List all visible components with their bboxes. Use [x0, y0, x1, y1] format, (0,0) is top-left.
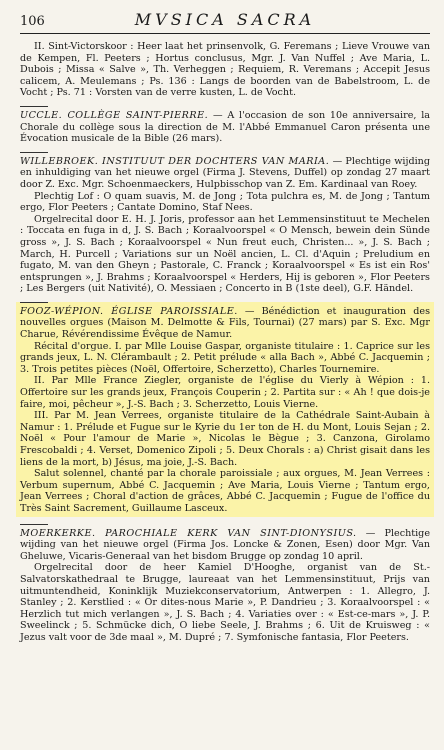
moerkerke-intro-text: — Plechtige wijding van het nieuwe orgel (Firma Jos. Loncke & Zonen, Esen) door Mgr. Van Gheluwe, Vicaris-Generaal van het bisdom Brugge op zondag 10 april. — [20, 527, 430, 562]
fooz-recital-1: Récital d'orgue. I. par Mlle Louise Gaspar, organiste titulaire : 1. Caprice sur les grands jeux, L. N. Clérambault ; 2. Petit prélude « alla Bach », Abbé C. Jacquemin ; 3. Trois petites pièces (Noël, Offertoire, Scherzetto), Charles Tournemire. — [20, 340, 430, 375]
section-divider — [20, 302, 48, 303]
uccle-heading: UCCLE. COLLÈGE SAINT-PIERRE. — [20, 109, 209, 121]
moerkerke-heading: MOERKERKE. PAROCHIALE KERK VAN SINT-DIONYSIUS. — [20, 527, 357, 539]
section-sint-victor — [20, 41, 430, 99]
moerkerke-intro — [20, 528, 430, 563]
fooz-recital-3: III. Par M. Jean Verrees, organiste titulaire de la Cathédrale Saint-Aubain à Namur : 1. Prélude et Fugue sur le Kyrie du 1er ton de H. du Mont, Louis Sejan ; 2. Noël « Pour l'amour de Marie », Nicolas le Bègue ; 3. Canzona, Girolamo Frescobaldi ; 4. Verset, Domenico Zipoli ; 5. Deux Chorals : a) Christ gisait dans les liens de la mort, b) Jésus, ma joie, J.-S. Bach. — [20, 410, 430, 468]
willebroek-recital: Orgelrecital door E. H. J. Joris, professor aan het Lemmensinstituut te Mechelen : Toccata en fuga in d, J. S. Bach ; Koraalvoorspel « O Mensch, bewein dein Sünde gross », J. S. Bach ; Koraalvoorspel « Nun freut euch, Christen... », J. S. Bach ; March, H. Purcell ; Variations sur un Noël ancien, L. Cl. d'Aquin ; Preludium en fugato, M. van den Gheyn ; Pastorale, C. Franck ; Koraalvoorspel « Es ist ein Ros' entsprungen », J. Brahms ; Koraalvoorspel « Herders, Hij is geboren », Flor Peeters ; Les Bergers (uit Nativité), O. Messiaen ; Concerto in B (1ste deel), G.F. Händel. — [20, 213, 430, 295]
uccle-text: — A l'occasion de son 10e anniversaire, la Chorale du collège sous la direction de M. l'Abbé Emmanuel Caron présenta une Évocation musicale de la Bible (26 mars). — [20, 109, 430, 145]
section-willebroek — [20, 152, 430, 295]
section-divider — [20, 152, 48, 153]
uccle-paragraph — [20, 110, 430, 145]
fooz-recital-2: II. Par Mlle France Ziegler, organiste de l'église du Vierly à Wépion : 1. Offertoire sur les grands jeux, François Couperin ; 2. Partita sur : « Ah ! que dois-je faire, moi, pêcheur », J.-S. Bach ; 3. Scherzetto, Louis Vierne. — [20, 375, 430, 410]
willebroek-intro-text: — Plechtige wijding en inhuldiging van het nieuwe orgel (Firma J. Stevens, Duffel) op zondag 27 maart door Z. Exc. Mgr. Schoenmaeckers, Hulpbisschop van Z. Em. Kardinaal van Roey. — [20, 155, 430, 190]
journal-title: MVSICA SACRA — [134, 10, 316, 29]
fooz-intro — [20, 306, 430, 341]
moerkerke-recital: Orgelrecital door de heer Kamiel D'Hooghe, organist van de St.-Salvatorskathedraal te Brugge, laureaat van het Lemmensinstituut, Prijs van uitmuntendheid, Koninklijk Muziekconservatorium, Antwerpen : 1. Allegro, J. Stanley ; 2. Kerstlied : « Or dites-nous Marie », P. Dandrieu ; 3. Koraalvoorspel : « Herzlich tut mich verlangen », J. S. Bach ; 4. Variaties over : « Est-ce-mars », J. P. Sweelinck ; 5. Schmücke dich, O liebe Seele, J. Brahms ; 6. Uit de Kruisweg : « Jezus valt voor de 3de maal », M. Dupré ; 7. Symfonische fantasia, Flor Peeters. — [20, 562, 430, 643]
page-number: 106 — [20, 14, 45, 29]
section-uccle — [20, 106, 430, 145]
willebroek-intro — [20, 156, 430, 191]
fooz-intro-text: — Bénédiction et inauguration des nouvelles orgues (Maison M. Delmotte & Fils, Tournai) (27 mars) par S. Exc. Mgr Charue, Révérendissime Évêque de Namur. — [20, 305, 430, 341]
willebroek-heading: WILLEBROEK. INSTITUUT DER DOCHTERS VAN MARIA. — [20, 155, 330, 167]
fooz-salut: Salut solennel, chanté par la chorale paroissiale ; aux orgues, M. Jean Verrees : Verbum supernum, Abbé C. Jacquemin ; Ave Maria, Louis Vierne ; Tantum ergo, Jean Verrees ; Choral d'action de grâces, Abbé C. Jacquemin ; Fugue de l'office du Très Saint Sacrement, Guillaume Lasceux. — [20, 468, 430, 514]
fooz-heading: FOOZ-WÉPION. ÉGLISE PAROISSIALE. — [20, 305, 238, 317]
willebroek-lof: Plechtig Lof : O quam suavis, M. de Jong ; Tota pulchra es, M. de Jong ; Tantum ergo, Flor Peeters ; Cantate Domino, Staf Nees. — [20, 190, 430, 214]
section-fooz-wepion — [16, 302, 434, 517]
running-head — [20, 10, 430, 34]
section-moerkerke — [20, 524, 430, 644]
section-divider — [20, 524, 48, 525]
section-divider — [20, 106, 48, 107]
sint-victor-paragraph: II. Sint-Victorskoor : Heer laat het prinsenvolk, G. Feremans ; Lieve Vrouwe van de Kempen, Fl. Peeters ; Hortus conclusus, Mgr. J. Van Nuffel ; Ave Maria, L. Dubois ; Missa « Salve », Th. Verheggen ; Requiem, R. Veremans ; Accepit Jesus calicem, A. Meulemans ; Ps. 136 : Langs de boorden van de Babelstroom, L. de Vocht ; Ps. 71 : Vorsten van de verre kusten, L. de Vocht. — [20, 41, 430, 99]
